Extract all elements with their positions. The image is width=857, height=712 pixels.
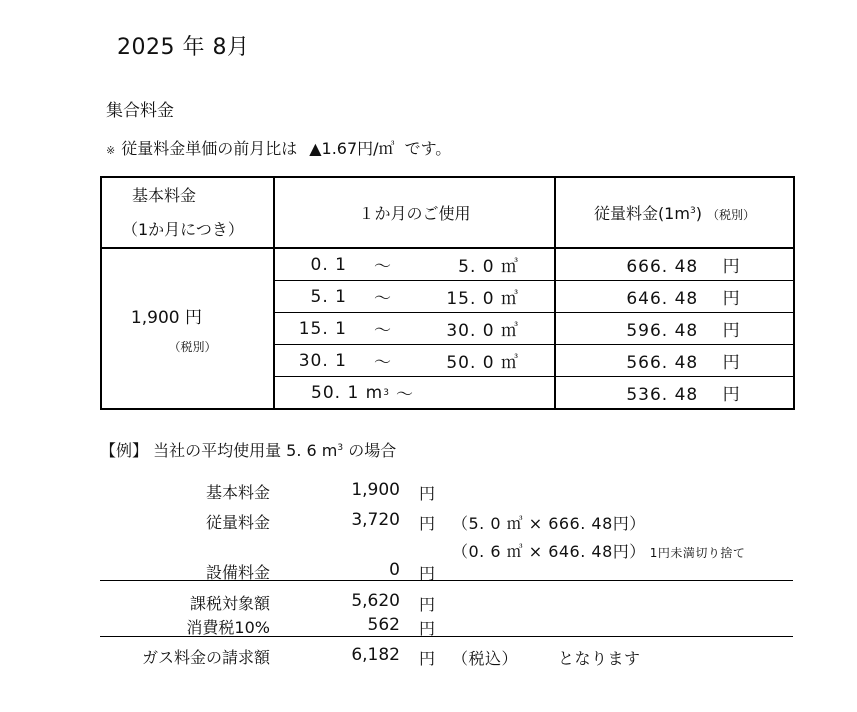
- usage-from: 30. 1: [298, 350, 347, 371]
- example-total-label: ガス料金の請求額: [141, 648, 270, 667]
- header-base-fee-line2: （1か月につき）: [122, 219, 244, 239]
- header-base-fee-line1: 基本料金: [132, 185, 197, 205]
- usage-to: 5. 0 ㎥: [458, 257, 519, 277]
- usage-to: 30. 0 ㎥: [446, 321, 519, 341]
- example-title-a: 【例】 当社の平均使用量 5. 6 m: [100, 441, 338, 460]
- page-title: 2025 年 8月: [117, 35, 250, 60]
- unit-price: [555, 281, 794, 313]
- unit-price: [555, 313, 794, 345]
- example-calculation-text: （0. 6 ㎥ × 646. 48円）: [452, 542, 646, 561]
- example-title: [100, 438, 396, 461]
- note-prefix: 従量料金単価の前月比は: [121, 139, 298, 158]
- base-fee-cell: [101, 248, 274, 409]
- header-unit-price-sup: 3: [689, 206, 696, 216]
- example-title-b: の場合: [343, 441, 397, 460]
- example-amount: 562: [367, 615, 400, 635]
- example-amount: 0: [389, 560, 400, 580]
- base-fee-amount: 1,900 円: [130, 307, 202, 328]
- example-label: 基本料金: [205, 483, 270, 502]
- example-label: 従量料金: [205, 513, 270, 532]
- unit-price-yen: 円: [722, 289, 741, 309]
- unit-price-yen: 円: [722, 321, 741, 341]
- header-base-fee: [101, 177, 274, 248]
- divider: [100, 580, 793, 581]
- section-title: 集合料金: [106, 101, 174, 121]
- example-yen: 円: [419, 514, 436, 533]
- note-mark: ※: [106, 144, 116, 157]
- usage-tilde: ～: [374, 289, 392, 309]
- example-total-amount: 6,182: [351, 645, 400, 665]
- example-closing: となります: [558, 649, 641, 668]
- unit-price: [555, 377, 794, 410]
- header-unit-price-main: 従量料金(1m: [593, 204, 690, 223]
- note-suffix: です。: [404, 139, 452, 158]
- header-unit-price-close: ): [695, 204, 702, 223]
- example-yen: 円: [419, 564, 436, 583]
- usage-from: 50. 1 m: [311, 382, 384, 403]
- unit-price-value: 646. 48: [626, 289, 699, 309]
- rounding-note: 1円未満切り捨て: [649, 546, 746, 560]
- table-row: [101, 248, 794, 281]
- usage-range: [274, 345, 555, 377]
- example-calculation: [452, 539, 745, 562]
- header-unit-price-tax: （税別）: [707, 208, 756, 222]
- price-change-note: [106, 136, 451, 159]
- usage-range: [274, 248, 555, 281]
- example-title-sup: 3: [337, 443, 344, 453]
- example-amount: 5,620: [351, 591, 400, 611]
- usage-from: 0. 1: [310, 254, 347, 275]
- usage-tilde: ～: [374, 353, 392, 373]
- usage-to: 50. 0 ㎥: [446, 353, 519, 373]
- divider: [100, 636, 793, 637]
- example-amount: 1,900: [351, 480, 400, 500]
- unit-price-value: 666. 48: [626, 257, 699, 277]
- unit-price-value: 536. 48: [626, 385, 699, 405]
- unit-price-yen: 円: [722, 353, 741, 373]
- usage-tilde: ～: [374, 257, 392, 277]
- usage-from: 15. 1: [298, 318, 347, 339]
- base-fee-tax: （税別）: [168, 339, 217, 354]
- example-yen: 円: [419, 649, 436, 668]
- unit-price-yen: 円: [722, 385, 741, 405]
- usage-tilde: ～: [374, 321, 392, 341]
- unit-price: [555, 248, 794, 281]
- header-monthly-usage: １か月のご使用: [274, 177, 555, 248]
- unit-price-yen: 円: [722, 257, 741, 277]
- example-label: 課税対象額: [189, 594, 270, 613]
- usage-range: [274, 313, 555, 345]
- example-amount: 3,720: [351, 510, 400, 530]
- unit-price-value: 566. 48: [626, 353, 699, 373]
- header-unit-price: [555, 177, 794, 248]
- usage-range: [274, 377, 555, 410]
- usage-tilde: ～: [395, 385, 414, 405]
- rate-table-header: [101, 177, 794, 248]
- usage-from-sup: 3: [383, 387, 390, 398]
- usage-range: [274, 281, 555, 313]
- example-yen: 円: [419, 484, 436, 503]
- rate-table: [100, 176, 795, 410]
- unit-price-value: 596. 48: [626, 321, 699, 341]
- example-tax-included: （税込）: [452, 649, 519, 668]
- usage-to: 15. 0 ㎥: [446, 289, 519, 309]
- usage-from: 5. 1: [310, 286, 347, 307]
- note-value: ▲1.67円/㎥: [309, 139, 395, 158]
- example-label: 設備料金: [205, 563, 270, 582]
- example-yen: 円: [419, 619, 436, 638]
- example-yen: 円: [419, 595, 436, 614]
- example-calculation: （5. 0 ㎥ × 666. 48円）: [452, 514, 646, 533]
- example-label: 消費税10%: [186, 618, 270, 637]
- unit-price: [555, 345, 794, 377]
